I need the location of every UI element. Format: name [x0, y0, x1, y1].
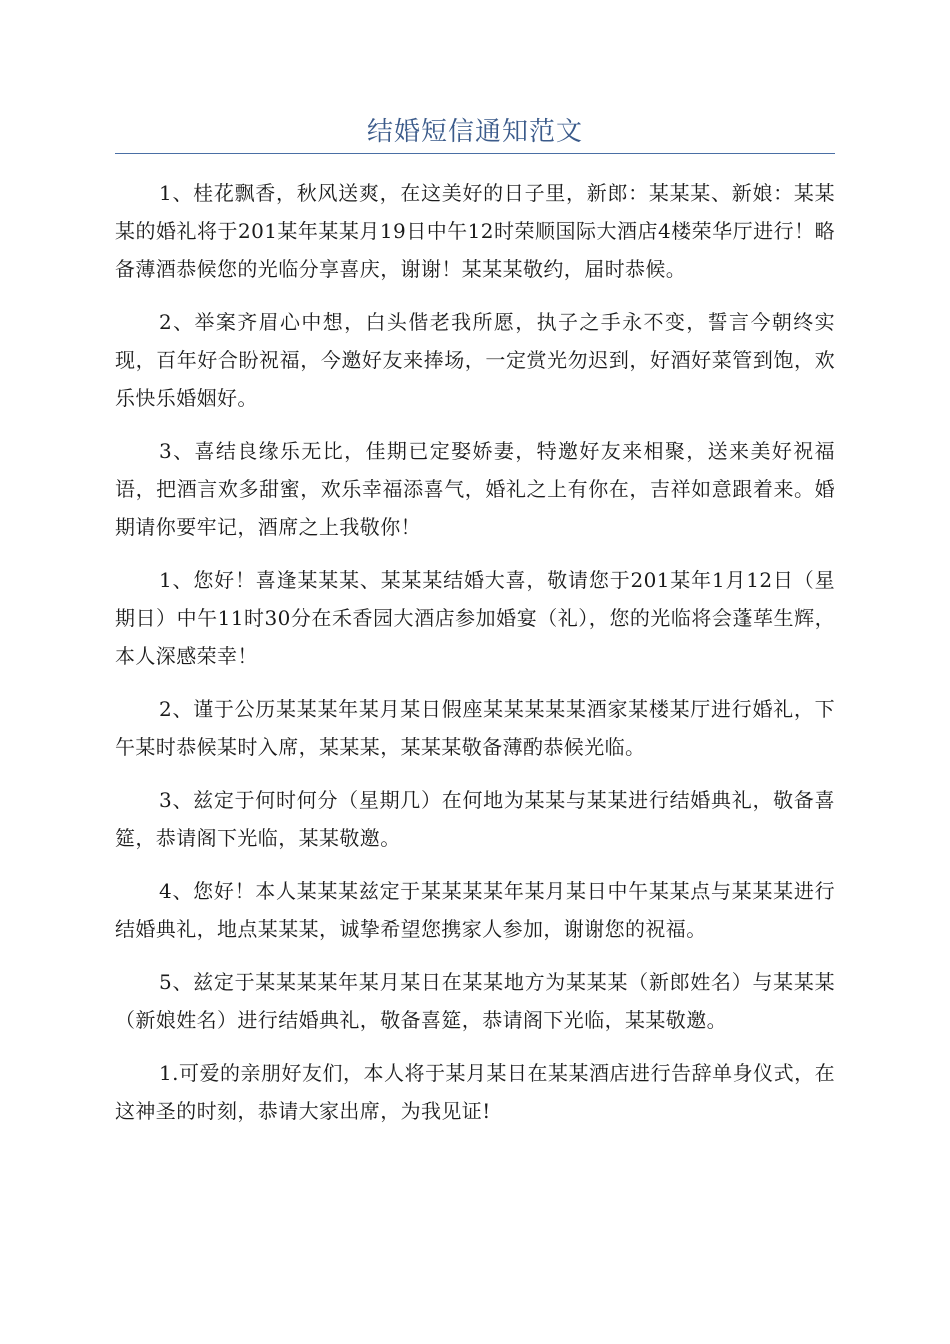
document-body [115, 174, 835, 1145]
paragraph: 1、您好！喜逢某某某、某某某结婚大喜，敬请您于201某年1月12日（星期日）中午11时30分在禾香园大酒店参加婚宴（礼），您的光临将会蓬荜生辉，本人深感荣幸！ [115, 568, 835, 668]
paragraph: 3、喜结良缘乐无比，佳期已定娶娇妻，特邀好友来相聚，送来美好祝福语，把酒言欢多甜蜜，欢乐幸福添喜气，婚礼之上有你在，吉祥如意跟着来。婚期请你要牢记，酒席之上我敬你！ [115, 439, 835, 539]
title-underline [115, 153, 835, 154]
paragraph: 5、兹定于某某某某年某月某日在某某地方为某某某（新郎姓名）与某某某（新娘姓名）进行结婚典礼，敬备喜筵，恭请阁下光临，某某敬邀。 [115, 970, 835, 1032]
paragraph: 1.可爱的亲朋好友们，本人将于某月某日在某某酒店进行告辞单身仪式，在这神圣的时刻，恭请大家出席，为我见证! [115, 1061, 835, 1123]
paragraph: 2、举案齐眉心中想，白头偕老我所愿，执子之手永不变，誓言今朝终实现，百年好合盼祝福，今邀好友来捧场，一定赏光勿迟到，好酒好菜管到饱，欢乐快乐婚姻好。 [115, 310, 835, 410]
document-title: 结婚短信通知范文 [366, 117, 583, 147]
paragraph: 2、谨于公历某某某年某月某日假座某某某某某酒家某楼某厅进行婚礼，下午某时恭候某时入席，某某某，某某某敬备薄酌恭候光临。 [115, 697, 835, 759]
paragraph: 3、兹定于何时何分（星期几）在何地为某某与某某进行结婚典礼，敬备喜筵，恭请阁下光临，某某敬邀。 [115, 788, 835, 850]
paragraph: 1、桂花飘香，秋风送爽，在这美好的日子里，新郎：某某某、新娘：某某某的婚礼将于201某年某某月19日中午12时荣顺国际大酒店4楼荣华厅进行！略备薄酒恭候您的光临分享喜庆，谢谢！某某某敬约，届时恭候。 [115, 181, 835, 281]
paragraph: 4、您好！本人某某某兹定于某某某某年某月某日中午某某点与某某某进行结婚典礼，地点某某某，诚挚希望您携家人参加，谢谢您的祝福。 [115, 879, 835, 941]
